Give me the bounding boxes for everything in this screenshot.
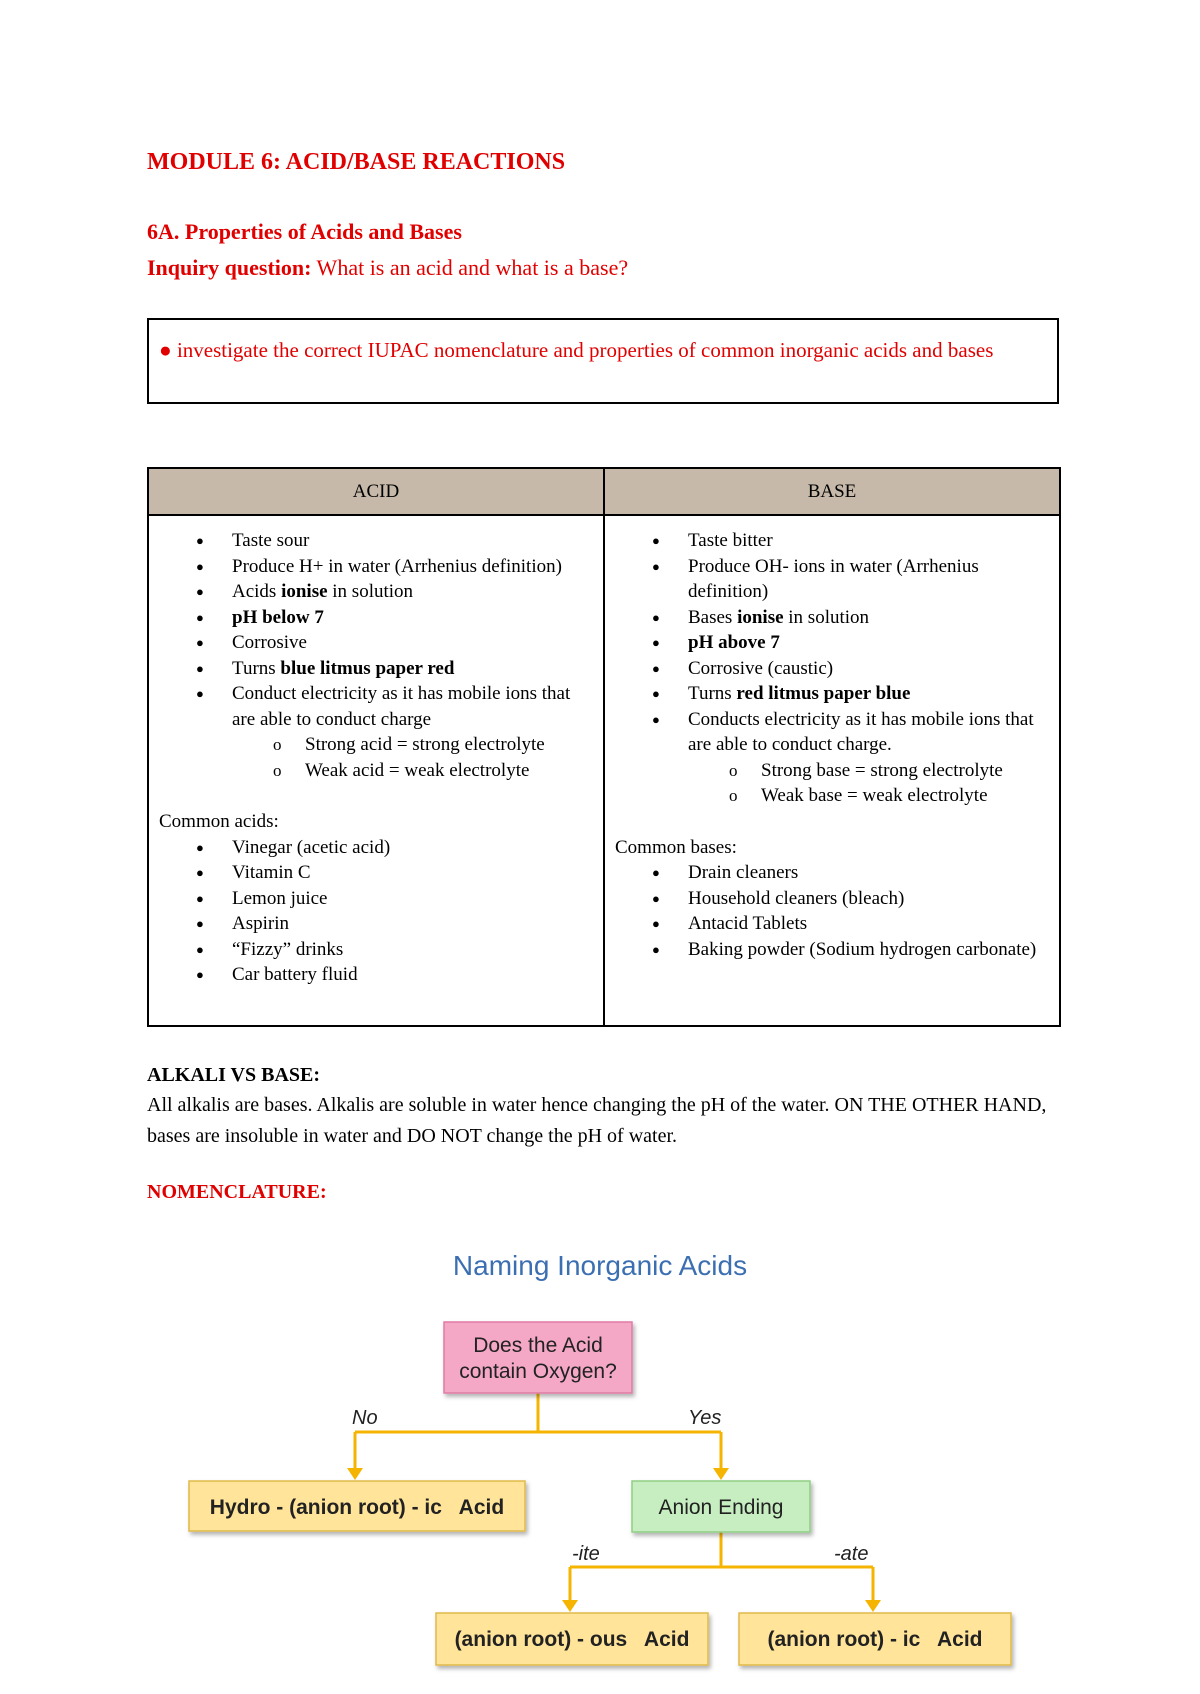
list-item: ● Drain cleaners	[615, 860, 1049, 886]
list-item: ● Aspirin	[159, 911, 593, 937]
question-line-2: contain Oxygen?	[459, 1360, 617, 1383]
hydro-acid-text: Hydro - (anion root) - ic Acid	[209, 1496, 505, 1519]
sub-list-item: o Weak base = weak electrolyte	[615, 783, 1049, 809]
anion-ending-text: Anion Ending	[658, 1496, 784, 1519]
question-line-1: Does the Acid	[473, 1334, 603, 1357]
text: Acids	[232, 581, 282, 602]
bold-text: ionise	[281, 581, 328, 602]
text: in solution	[783, 606, 870, 628]
arrow-down-icon	[713, 1468, 729, 1480]
bold-text: ionise	[737, 606, 784, 628]
acid-column-header: ACID	[148, 468, 604, 515]
sub-list-item: o Weak acid = weak electrolyte	[159, 758, 593, 784]
text: in solution	[327, 581, 414, 602]
bold-text: pH below 7	[232, 606, 324, 628]
ite-label: -ite	[572, 1543, 600, 1565]
section-title: 6A. Properties of Acids and Bases	[147, 219, 462, 244]
bold-text: red litmus paper blue	[736, 683, 911, 704]
list-item: ● Corrosive	[159, 630, 593, 656]
ous-acid-text: (anion root) - ous Acid	[454, 1628, 690, 1651]
list-item: ● Vinegar (acetic acid)	[159, 835, 593, 861]
list-item: ● Household cleaners (bleach)	[615, 886, 1049, 912]
sub-list-item: o Strong acid = strong electrolyte	[159, 732, 593, 758]
arrow-down-icon	[865, 1600, 881, 1612]
alkali-vs-base-heading: ALKALI VS BASE:	[147, 1064, 321, 1086]
common-bases-label: Common bases:	[615, 836, 737, 858]
ic-acid-text: (anion root) - ic Acid	[767, 1628, 983, 1651]
outcome-bullet: ●	[159, 338, 172, 362]
list-item: ● Baking powder (Sodium hydrogen carbonate)	[615, 937, 1049, 963]
flowchart-title: Naming Inorganic Acids	[452, 1250, 748, 1281]
list-item: ● Vitamin C	[159, 860, 593, 886]
bold-text: blue litmus paper red	[280, 657, 455, 679]
bold-text: pH above 7	[688, 632, 780, 653]
text: Conduct electricity as it has mobile ions that are able to conduct charge	[232, 683, 571, 730]
list-item: ● Produce H+ in water (Arrhenius definition)	[159, 554, 593, 580]
no-label: No	[352, 1407, 378, 1429]
text: Turns	[688, 683, 737, 704]
list-item: ● Taste sour	[159, 528, 593, 554]
list-item: ● Lemon juice	[159, 886, 593, 912]
list-item: ● “Fizzy” drinks	[159, 937, 593, 963]
arrow-down-icon	[562, 1600, 578, 1612]
inquiry-text: What is an acid and what is a base?	[311, 255, 629, 280]
ate-label: -ate	[834, 1543, 869, 1565]
list-item: ● Antacid Tablets	[615, 911, 1049, 937]
text: Bases	[688, 606, 738, 628]
common-acids-label: Common acids:	[159, 811, 279, 832]
yes-label: Yes	[688, 1407, 722, 1429]
nomenclature-heading: NOMENCLATURE:	[147, 1181, 327, 1203]
alkali-vs-base-text: All alkalis are bases. Alkalis are soluble in water hence changing the pH of the water. ON THE OTHER HAND, bases are insoluble in water and DO NOT change the pH of water.	[147, 1094, 1047, 1147]
inquiry-label: Inquiry question:	[147, 255, 312, 280]
list-item: ● Corrosive (caustic)	[615, 656, 1049, 682]
list-item: ● Taste bitter	[615, 528, 1049, 554]
text: Turns	[232, 657, 281, 679]
module-title: MODULE 6: ACID/BASE REACTIONS	[147, 149, 566, 175]
outcome-text: investigate the correct IUPAC nomenclature and properties of common inorganic acids and bases	[171, 338, 994, 362]
list-item: ● Car battery fluid	[159, 962, 593, 988]
sub-list-item: o Strong base = strong electrolyte	[615, 758, 1049, 784]
list-item: ● Produce OH- ions in water (Arrhenius definition)	[615, 554, 1049, 605]
text: Conducts electricity as it has mobile ions that are able to conduct charge.	[688, 708, 1034, 755]
arrow-down-icon	[347, 1468, 363, 1480]
base-column-header: BASE	[604, 468, 1060, 515]
